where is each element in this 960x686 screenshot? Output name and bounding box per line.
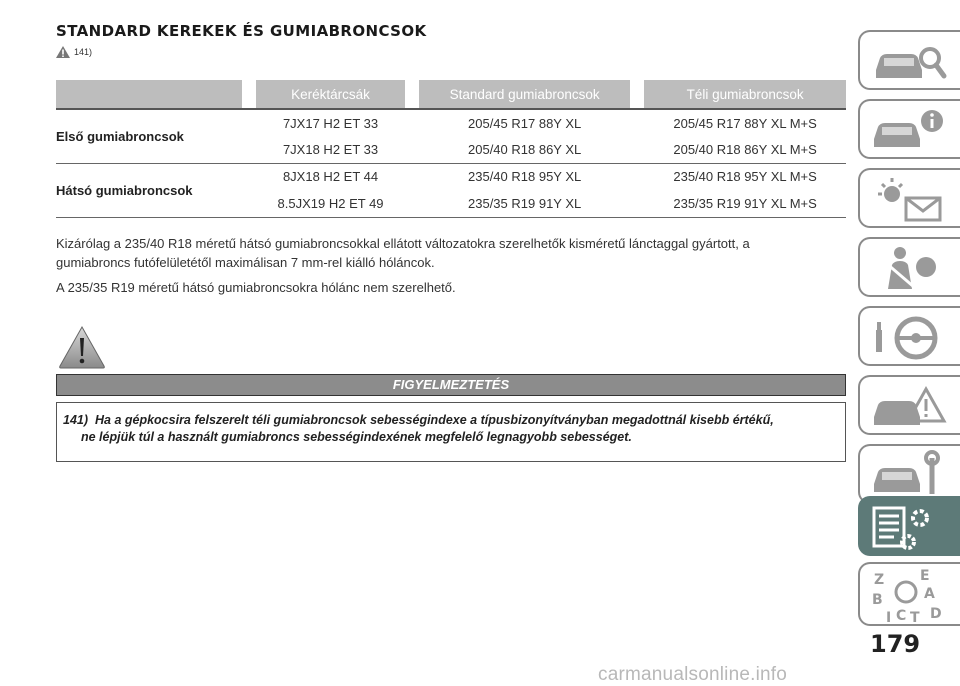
chapter-tab-driving[interactable] [858,306,960,366]
chapter-tab-car-search[interactable] [858,30,960,90]
warning-header: FIGYELMEZTETÉS [56,374,846,396]
table-cell: 205/40 R18 86Y XL [419,136,630,163]
warning-triangle-icon [58,325,106,369]
table-cell: 205/45 R17 88Y XL [468,115,582,131]
site-watermark: carmanualsonline.info [598,664,788,685]
row-header-rear: Hátsó gumiabroncsok [56,163,242,217]
table-header-standard-tyres: Standard gumiabroncsok [419,80,630,109]
section-title: STANDARD KEREKEK ÉS GUMIABRONCSOK [56,22,427,40]
warning-number: 141) [63,413,89,427]
car-search-icon [870,36,950,86]
table-header-winter-tyres: Téli gumiabroncsok [644,80,846,109]
table-cell: 8JX18 H2 ET 44 [282,169,379,185]
seatbelt-airbag-icon [870,243,950,293]
warning-triangle-icon [56,46,70,58]
index-letter: E [920,568,930,584]
chapter-tab-car-info[interactable] [858,99,960,159]
note-line: gumiabroncs futófelületétől maximálisan 7 mm-rel kiálló hóláncok. [56,255,435,270]
table-header-cell-0 [56,80,242,109]
table-cell: 8.5JX19 H2 ET 49 [256,190,405,217]
note-line: Kizárólag a 235/40 R18 méretű hátsó gumiabroncsokkal ellátott változatokra szerelhetők kisméretű lánctaggal gyártott, a [56,236,750,251]
index-letter: Z [874,572,885,588]
page-number: 179 [870,630,921,658]
no-chain-note: A 235/35 R19 méretű hátsó gumiabroncsokra hólánc nem szerelhető. [56,280,456,295]
snow-chain-note [56,234,846,272]
car-info-icon [870,105,950,155]
chapter-tab-safety[interactable] [858,237,960,297]
reference-row [56,46,92,58]
index-letter: A [924,586,935,602]
table-cell: 235/35 R19 91Y XL [419,190,630,217]
warning-box [56,402,846,462]
warning-lights-icon [870,174,950,224]
index-letter: C [896,608,907,624]
index-letter: D [930,606,942,622]
table-cell: 235/40 R18 95Y XL [468,169,582,185]
index-letter: T [910,610,920,626]
header-gap [630,80,644,109]
table-cell: 205/40 R18 86Y XL M+S [644,136,846,163]
warning-line-2: ne lépjük túl a használt gumiabroncs sebességindexének megfelelő legnagyobb sebességet. [81,430,632,444]
table-header-row [56,80,846,109]
car-maintenance-icon [870,450,950,500]
table-cell: 235/40 R18 95Y XL M+S [673,169,817,185]
warning-line-1 [63,412,837,429]
chapter-tab-warning-lights[interactable] [858,168,960,228]
chapter-tab-maintenance[interactable] [858,444,960,504]
row-header-front: Első gumiabroncsok [56,109,242,163]
table-cell: 7JX17 H2 ET 33 [282,115,379,131]
table-cell: 235/35 R19 91Y XL M+S [644,190,846,217]
car-emergency-icon [870,381,950,431]
technical-data-icon [870,502,950,554]
index-letter: B [872,592,883,608]
table-row [56,109,846,136]
reference-number: 141) [74,47,93,57]
table-cell: 7JX18 H2 ET 33 [256,136,405,163]
alphabetical-index-icon [870,568,950,626]
table-row [56,163,846,190]
header-gap [242,80,256,109]
chapter-tab-emergency[interactable] [858,375,960,435]
chapter-tab-technical-data[interactable] [858,496,960,556]
header-gap [405,80,419,109]
steering-wheel-icon [870,312,950,362]
table-cell: 205/45 R17 88Y XL M+S [673,115,817,131]
tyre-spec-table [56,80,846,218]
warning-text: Ha a gépkocsira felszerelt téli gumiabroncsok sebességindexe a típusbizonyítványban megadottnál kisebb értékű, [95,413,774,427]
index-letter: I [886,610,892,626]
chapter-tab-index[interactable] [858,562,960,626]
table-header-wheels: Keréktárcsák [256,80,405,109]
